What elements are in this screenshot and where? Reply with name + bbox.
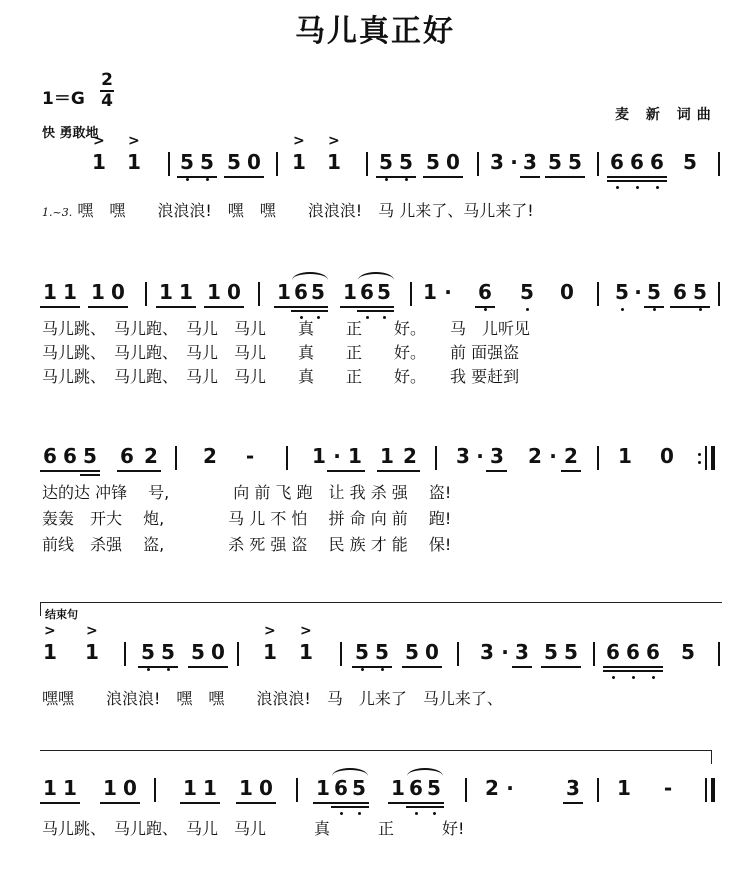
bar-line [366,152,368,176]
note: 5 [568,150,582,174]
beam-underline [100,802,140,804]
note: 1 [63,776,77,800]
note: 6 [610,150,624,174]
notes-line-5 [0,776,750,816]
bar-line [296,778,298,802]
repeat-dots [698,448,702,469]
beam-underline [340,306,394,308]
note: 5 [615,280,629,304]
note: 0 [111,280,125,304]
lyric-line-2-v3: 马儿跳、 马儿跑、 马儿 马儿 真 正 好。 我 要赶到 [42,367,520,386]
note: · [510,150,518,174]
note: 5 [352,776,366,800]
tempo-marking: 快 勇敢地 [42,126,99,141]
beam-underline [138,666,178,668]
octave-dot-below [381,668,384,671]
note: 1 [292,150,306,174]
beam-underline [388,802,444,804]
bar-line [168,152,170,176]
coda-label: 结束句 [45,608,78,621]
octave-dot-below [147,668,150,671]
note: 1 [63,280,77,304]
beam-underline [156,306,196,308]
bar-line [276,152,278,176]
bar-line [145,282,147,306]
note: 5 [227,150,241,174]
bar-line [705,446,707,470]
beam-underline [541,666,581,668]
note: 3 [456,444,470,468]
note: 6 [626,640,640,664]
note: 5 [377,280,391,304]
lyric-line-2-v1: 马儿跳、 马儿跑、 马儿 马儿 真 正 好。 马 儿听见 [42,319,531,338]
octave-dot-below [340,812,343,815]
accent-mark: > [86,623,98,639]
coda-bracket-line [40,602,722,603]
octave-dot-below [385,178,388,181]
note: 0 [247,150,261,174]
note: 1 [92,150,106,174]
beam-underline [377,470,420,472]
beam-underline [545,176,585,178]
final-bar [711,778,715,802]
note: 2 [564,444,578,468]
note: 6 [43,444,57,468]
lyric-line-2-v2: 马儿跳、 马儿跑、 马儿 马儿 真 正 好。 前 面强盗 [42,343,520,362]
notes-line-4 [0,623,750,680]
accent-mark: > [264,623,276,639]
octave-dot-below [484,308,487,311]
note: 1 [43,776,57,800]
note: 6 [478,280,492,304]
bar-line [597,446,599,470]
beam-underline [607,176,667,178]
note: 5 [544,640,558,664]
note: 5 [693,280,707,304]
beam-underline [402,666,442,668]
note: 6 [334,776,348,800]
note: 0 [446,150,460,174]
time-numerator: 2 [101,70,113,90]
bar-line [477,152,479,176]
time-signature [99,72,115,110]
note: 5 [180,150,194,174]
bar-line [593,642,595,666]
note: 5 [355,640,369,664]
lyric-line-3-v2: 轰轰 开大 炮, 马 儿 不 怕 拼 命 向 前 跑! [42,509,452,528]
beam-underline [40,802,80,804]
bar-line [124,642,126,666]
key-signature: 1＝G [42,89,85,109]
lyric-line-5: 马儿跳、 马儿跑、 马儿 马儿 真 正 好! [42,819,465,838]
note: 5 [311,280,325,304]
note: 0 [425,640,439,664]
note: 6 [294,280,308,304]
lyric-line-3-v1: 达的达 冲锋 号, 向 前 飞 跑 让 我 杀 强 盗! [42,483,452,502]
beam-underline [40,306,80,308]
accent-mark: > [44,623,56,639]
beam-underline [603,666,663,668]
lyric-line-4: 嘿嘿 浪浪浪! 嘿 嘿 浪浪浪! 马 儿来了 马儿来了、 [42,689,503,708]
lyric-line-3-v3: 前线 杀强 盗, 杀 死 强 盗 民 族 才 能 保! [42,535,452,554]
slur-arc [332,768,368,776]
octave-dot-below [361,668,364,671]
note: 2 [203,444,217,468]
octave-dot-below [186,178,189,181]
note: 3 [523,150,537,174]
octave-dot-below [699,308,702,311]
slur-arc [358,272,394,280]
bar-line [718,642,720,666]
bar-line [457,642,459,666]
note: · [506,776,514,800]
note: 2 [485,776,499,800]
note: 0 [211,640,225,664]
note: 3 [480,640,494,664]
bar-line [237,642,239,666]
slur-arc [407,768,443,776]
note: 5 [683,150,697,174]
note: 6 [650,150,664,174]
note: 1 [103,776,117,800]
beam-underline [88,306,128,308]
note: 5 [83,444,97,468]
coda-bracket-right [711,750,712,764]
note: 1 [617,776,631,800]
beam-underline [376,176,416,178]
note: 3 [490,444,504,468]
note: 1 [343,280,357,304]
note: 1 [380,444,394,468]
octave-dot-below [433,812,436,815]
octave-dot-below [632,676,635,679]
bar-line [597,282,599,306]
note: 5 [161,640,175,664]
note: 2 [403,444,417,468]
beam-underline [204,306,244,308]
note: 1 [85,640,99,664]
note: 3 [490,150,504,174]
octave-dot-below [612,676,615,679]
octave-dot-below [358,812,361,815]
note: 6 [646,640,660,664]
beam-underline [188,666,228,668]
note: · [549,444,557,468]
note: 5 [375,640,389,664]
verse-number: 1.~3. [42,206,73,219]
bar-line [705,778,707,802]
note: 5 [141,640,155,664]
note: 1 [43,280,57,304]
song-title: 马儿真正好 [295,14,455,49]
note: 1 [423,280,437,304]
note: 6 [120,444,134,468]
final-bar [711,446,715,470]
bar-line [286,446,288,470]
beam-underline [603,670,663,672]
note: 5 [548,150,562,174]
note: 5 [200,150,214,174]
beam-underline [274,306,328,308]
bar-line [340,642,342,666]
accent-mark: > [328,133,340,149]
slur-arc [292,272,328,280]
note: 1 [179,280,193,304]
beam-underline [607,180,667,182]
note: 1 [183,776,197,800]
note: 3 [515,640,529,664]
note: - [663,776,673,800]
note: 6 [673,280,687,304]
octave-dot-below [167,668,170,671]
note: 0 [560,280,574,304]
octave-dot-below [652,676,655,679]
bar-line [465,778,467,802]
note: 6 [409,776,423,800]
note: 1 [263,640,277,664]
note: 5 [399,150,413,174]
note: 5 [520,280,534,304]
beam-underline [423,176,463,178]
bar-line [597,152,599,176]
note: 1 [316,776,330,800]
note: 1 [127,150,141,174]
bar-line [154,778,156,802]
beam-underline [357,310,394,312]
beam-underline [177,176,217,178]
note: 2 [528,444,542,468]
beam-underline [291,310,328,312]
notes-line-3 [0,444,750,484]
beam-underline [180,802,220,804]
note: 1 [327,150,341,174]
note: 1 [348,444,362,468]
octave-dot-below [653,308,656,311]
beam-underline [520,176,540,178]
note: 6 [360,280,374,304]
time-denominator: 4 [101,91,113,111]
note: 6 [606,640,620,664]
bar-line [175,446,177,470]
coda-bracket-line-2 [40,750,712,751]
beam-underline [352,666,392,668]
beam-underline [670,306,710,308]
octave-dot-below [616,186,619,189]
note: 1 [207,280,221,304]
octave-dot-below [526,308,529,311]
note: 1 [299,640,313,664]
note: 5 [426,150,440,174]
bar-line [258,282,260,306]
note: · [501,640,509,664]
notes-line-2 [0,280,750,320]
octave-dot-below [415,812,418,815]
note: 5 [379,150,393,174]
lyric-line-1 [42,198,534,221]
note: 5 [191,640,205,664]
accent-mark: > [128,133,140,149]
note: 5 [564,640,578,664]
beam-underline [331,806,369,808]
note: 5 [427,776,441,800]
beam-underline [512,666,532,668]
beam-underline [486,470,507,472]
note: 6 [630,150,644,174]
octave-dot-below [656,186,659,189]
beam-underline [644,306,664,308]
note: · [444,280,452,304]
beam-underline [40,470,100,472]
beam-underline [80,474,100,476]
note: 1 [618,444,632,468]
note: 5 [681,640,695,664]
note: 1 [239,776,253,800]
note: 0 [259,776,273,800]
beam-underline [327,470,365,472]
beam-underline [561,470,581,472]
beam-underline [117,470,161,472]
author-credit: 麦 新 词曲 [615,107,717,123]
accent-mark: > [293,133,305,149]
note: 5 [647,280,661,304]
bar-line [435,446,437,470]
note: 1 [277,280,291,304]
note: 1 [159,280,173,304]
beam-underline [224,176,264,178]
octave-dot-below [405,178,408,181]
note: 1 [91,280,105,304]
lyric-text: 嘿 嘿 浪浪浪! 嘿 嘿 浪浪浪! 马 儿来了、马儿来了! [77,201,534,220]
note: 2 [144,444,158,468]
note: · [333,444,341,468]
bar-line [718,152,720,176]
octave-dot-below [206,178,209,181]
bar-line [718,282,720,306]
accent-mark: > [300,623,312,639]
note: · [634,280,642,304]
note: 1 [203,776,217,800]
accent-mark: > [93,133,105,149]
beam-underline [475,306,495,308]
note: 3 [566,776,580,800]
bar-line [597,778,599,802]
note: 1 [312,444,326,468]
note: 0 [660,444,674,468]
coda-bracket-left [40,602,41,616]
beam-underline [236,802,276,804]
note: 0 [123,776,137,800]
note: · [476,444,484,468]
note: 5 [405,640,419,664]
beam-underline [563,802,583,804]
note: 0 [227,280,241,304]
bar-line [410,282,412,306]
note: 6 [63,444,77,468]
beam-underline [313,802,369,804]
note: 1 [391,776,405,800]
octave-dot-below [636,186,639,189]
beam-underline [406,806,444,808]
octave-dot-below [621,308,624,311]
note: - [245,444,255,468]
note: 1 [43,640,57,664]
